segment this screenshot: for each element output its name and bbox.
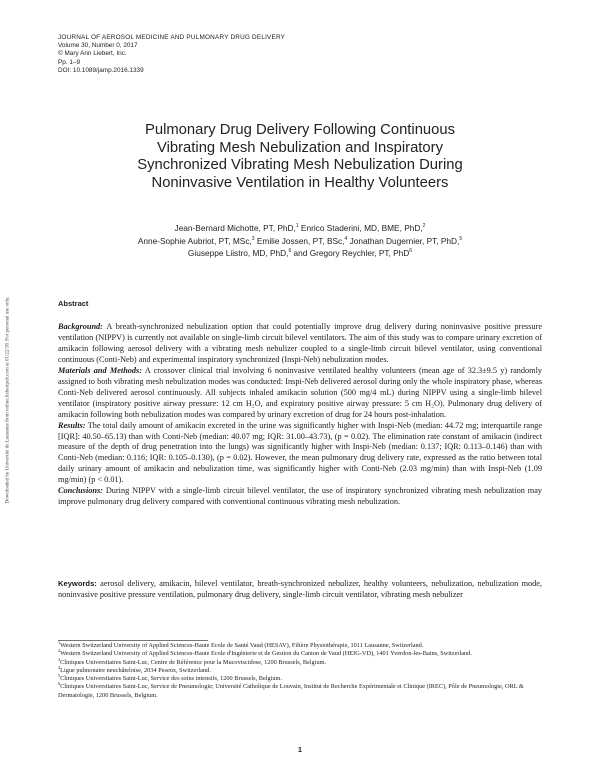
affiliation-mark: 6	[409, 248, 413, 255]
keywords-label: Keywords:	[58, 579, 97, 588]
affiliation-mark: 4	[344, 235, 348, 242]
affiliation-footnote	[58, 683, 542, 700]
author-line	[80, 235, 520, 248]
affiliation-footnote	[58, 664, 542, 675]
footnote-number: 4	[58, 664, 61, 670]
article-title	[80, 122, 520, 192]
footnote-number: 1	[58, 639, 61, 645]
download-notice	[2, 250, 14, 550]
author-list	[80, 222, 520, 260]
affiliation-mark: 1	[295, 223, 299, 230]
footnote-text: Ligue pulmonaire neuchâteloise, 2034 Peseux, Switzerland.	[60, 666, 211, 674]
author-line	[80, 222, 520, 235]
abstract-body	[58, 322, 542, 508]
journal-pages: Pp. 1–9	[58, 58, 81, 66]
page-number: 1	[297, 745, 303, 754]
affiliation-mark: 3	[251, 235, 255, 242]
abstract-results	[58, 421, 542, 487]
section-label: Results:	[58, 420, 86, 430]
footnote-text: Cliniques Universitaires Saint-Luc, Service de Pneumologie; Université Catholique de Louvain, Institut de Recherche Expérimentale et Clinique (IREC), Pôle de Pneumologie, ORL & Dermatologie, 1200 Brussels, Belgium.	[58, 683, 524, 699]
title-line: Noninvasive Ventilation in Healthy Volunteers	[151, 174, 449, 191]
affiliation-mark: 2	[422, 223, 426, 230]
section-text: A crossover clinical trial involving 6 noninvasive ventilated healthy volunteers (mean age of 32.3±9.5 y) randomly assigned to both vibrating mesh nebulization modes was conducted: Inspi-Neb delivered aerosol during only the whole inspiratory phase, whereas Conti-Neb delivered aerosol continuously. All subjects inhaled amikacin solution (500 mg/4 mL) during NIPPV using a single-limb bilevel ventilator (inspiratory positive airway pressure: 12 cm H₂O, and expiratory positive airway pressure: 5 cm H₂O). Pulmonary drug delivery of amikacin following both nebulization modes was compared by urinary excretion of drug for 24 hours post-inhalation.	[58, 365, 543, 419]
journal-doi: DOI: 10.1089/jamp.2016.1339	[58, 66, 144, 74]
affiliation-mark: 6	[288, 248, 292, 255]
title-line: Vibrating Mesh Nebulization and Inspiratory	[157, 139, 443, 156]
footnote-text: Western Switzerland University of Applied Sciences-Haute Ecole d'Ingénierie et de Gestion du Canton de Vaud (HEIG-VD), 1401 Yverdon-les-Bains, Switzerland.	[60, 650, 472, 658]
title-line: Pulmonary Drug Delivery Following Continuous	[144, 122, 456, 138]
author-name: Anne-Sophie Aubriot, PT, MSc,	[137, 235, 252, 246]
section-label: Background:	[58, 322, 103, 331]
affiliation-footnote	[58, 656, 542, 667]
section-label: Materials and Methods:	[58, 365, 143, 375]
abstract-background	[58, 322, 542, 366]
keywords	[58, 578, 542, 600]
footnote-number: 3	[58, 656, 61, 662]
journal-volume: Volume 30, Number 0, 2017	[58, 42, 138, 50]
footnote-number: 2	[58, 648, 61, 654]
author-name: Enrico Staderini, MD, BME, PhD,	[298, 223, 423, 233]
journal-name: JOURNAL OF AEROSOL MEDICINE AND PULMONARY DRUG DELIVERY	[58, 34, 286, 41]
keywords-text: aerosol delivery, amikacin, bilevel ventilator, breath-synchronized nebulizer, healthy volunteers, nebulization, nebulization mode, noninvasive positive pressure ventilation, pulmonary drug delivery, single-limb circuit ventilator, vibrating mesh nebulizer	[58, 579, 542, 599]
author-name: Giuseppe Liistro, MD, PhD,	[187, 248, 289, 259]
affiliations	[58, 639, 542, 700]
author-name: and Gregory Reychler, PT, PhD	[291, 248, 410, 259]
section-text: During NIPPV with a single-limb circuit bilevel ventilator, the use of inspiratory synchronized vibrating mesh nebulization may improve pulmonary drug delivery compared with conventional continuous vibrating mesh nebulization.	[58, 486, 542, 507]
footnote-text: Cliniques Universitaires Saint-Luc, Service des soins intensifs, 1200 Brussels, Belgium.	[60, 675, 283, 683]
footnote-divider	[58, 640, 208, 641]
author-name: Jean-Bernard Michotte, PT, PhD,	[174, 223, 296, 233]
footnote-number: 5	[58, 673, 61, 679]
abstract-heading: Abstract	[58, 299, 89, 308]
section-label: Conclusions:	[58, 486, 103, 496]
footnote-text: Cliniques Universitaires Saint-Luc, Centre de Référence pour la Mucoviscidose, 1200 Brussels, Belgium.	[60, 658, 327, 666]
footnote-text: Western Switzerland University of Applied Sciences-Haute Ecole de Santé Vaud (HESAV), Filière Physiothérapie, 1011 Lausanne, Switzerland.	[60, 642, 424, 649]
affiliation-mark: 5	[459, 235, 463, 242]
journal-copyright: © Mary Ann Liebert, Inc.	[58, 50, 127, 58]
abstract-conclusions	[58, 486, 542, 508]
abstract-methods	[58, 366, 542, 421]
author-name: Jonathan Dugernier, PT, PhD,	[347, 235, 460, 246]
section-text: The total daily amount of amikacin excreted in the urine was significantly higher with Inspi-Neb (median: 44.72 mg; interquartile range [IQR]: 40.50–65.13) than with Conti-Neb (median: 40.07 mg; IQR: 31.00–43.73), (p = 0.02). The elimination rate constant of amikacin (indirect measure of the depth of drug penetration into the lungs) was significantly higher with Inspi-Neb (median: 0.137; IQR: 0.113–0.146) than with Conti-Neb (median: 0.116; IQR: 0.105–0.130), (p = 0.02). However, the mean pulmonary drug delivery rate, expressed as the ratio between total daily urinary amount of amikacin and nebulization time, was significantly higher with Conti-Neb (2.03 mg/min) than with Inspi-Neb (1.09 mg/min) (p < 0.01).	[58, 420, 542, 485]
download-notice-text: Downloaded by Université de Lausanne from online.liebertpub.com at 01/22/18. For personal use only.	[5, 296, 11, 504]
title-line: Synchronized Vibrating Mesh Nebulization During	[137, 157, 463, 174]
journal-header	[58, 34, 285, 75]
section-text: A breath-synchronized nebulization option that could potentially improve drug delivery during noninvasive positive pressure ventilation (NIPPV) is currently not available on single-limb circuit bilevel ventilators. The aim of this study was to compare urinary excretion of amikacin following aerosol delivery with a vibrating mesh nebulizer coupled to a single-limb circuit bilevel ventilator, using conventional continuous (Conti-Neb) and experimental inspiratory synchronized (Inspi-Neb) nebulization modes.	[58, 322, 542, 364]
author-line	[80, 247, 520, 260]
author-name: Emilie Jossen, PT, BSc,	[254, 235, 345, 246]
affiliation-footnote	[58, 650, 542, 658]
footnote-number: 6	[58, 681, 61, 687]
